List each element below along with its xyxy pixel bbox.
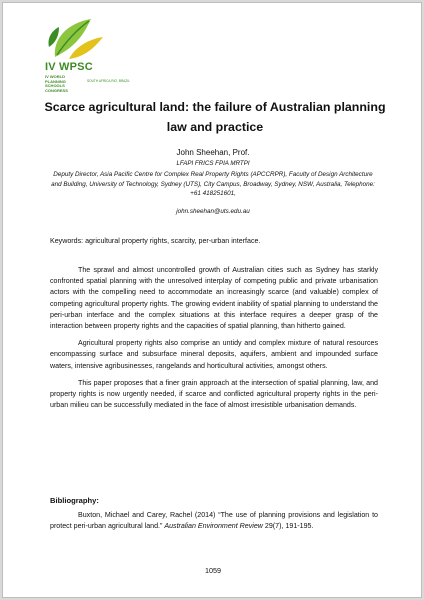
bibliography-details: 29(7), 191-195. (264, 522, 314, 531)
bibliography-authors-title: Buxton, Michael and Carey, Rachel (2014) “The use of planning provisions and legislation to protect peri-urban agricultural land.” (50, 511, 378, 531)
logo-subtitle: IV WORLD PLANNING SCHOOLS CONGRESS (45, 74, 68, 93)
abstract-paragraph: This paper proposes that a finer grain approach at the intersection of spatial planning, law, and property rights is now urgently needed, if scarce and conflicted agricultural property rights in the peri-urban milieu can be successfully mediated in the face of almost irresistible urbanisation demands. (50, 378, 378, 410)
author-credentials: LFAPI FRICS FPIA MRTPI (176, 160, 250, 167)
conference-logo (45, 17, 185, 93)
paper-title: Scarce agricultural land: the failure of Australian planning law and practice (44, 100, 386, 134)
abstract-paragraph: The sprawl and almost uncontrolled growth of Australian cities such as Sydney has starkly confronted spatial planning with the unresolved interplay of competing public and private urbanisation actors with the compelling need to accommodate an increasingly scarce (and valuable) complex of competing agricultural property rights. The growing evident inability of spatial planning to understand the peri-urban interface and the complex situations at this interface requires a deeper grasp of the interaction between property rights and the capacities of spatial planning, than hitherto gained. (50, 266, 378, 331)
document-page (2, 2, 422, 598)
keywords: Keywords: agricultural property rights, scarcity, per-urban interface. (50, 237, 261, 245)
bibliography-heading: Bibliography: (50, 496, 99, 505)
abstract-body (50, 265, 378, 417)
leaf-icon (45, 17, 105, 61)
author-name: John Sheehan, Prof. (176, 148, 250, 157)
bibliography-entry (50, 510, 378, 532)
logo-title: IV WPSC (45, 61, 93, 73)
author-affiliation: Deputy Director, Asia Pacific Centre for Complex Real Property Rights (APCCRPR), Faculty of Design Architecture and Building, University of Technology, Sydney (UTS), City Campus, Broadway, Sydney, NSW, Australia, Telephone: +61 418251601, (51, 171, 375, 198)
abstract-paragraph: Agricultural property rights also comprise an untidy and complex mixture of natural resources encompassing surface and subsurface mineral deposits, aquifers, ambient and impounded surface waters, intensive agribusinesses, rangelands and horticultural activities, amongst others. (50, 339, 378, 370)
page-number: 1059 (205, 566, 221, 575)
author-email: john.sheehan@uts.edu.au (176, 208, 250, 215)
bibliography-journal: Australian Environment Review (164, 522, 263, 531)
logo-location: SOUTH AFRICA RIO, BRAZIL (87, 79, 130, 83)
